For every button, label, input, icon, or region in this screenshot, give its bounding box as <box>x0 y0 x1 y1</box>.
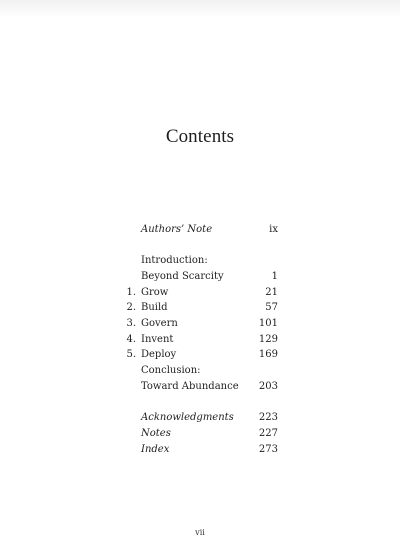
entry-title: Invent <box>141 334 174 345</box>
toc-entry-grow[interactable] <box>0 286 400 300</box>
toc-entry-notes[interactable] <box>0 427 400 441</box>
entry-page: 1 <box>271 271 278 282</box>
entry-title: Introduction: <box>141 255 208 266</box>
entry-page: 227 <box>258 428 278 439</box>
entry-page: 129 <box>258 334 278 345</box>
top-shadow <box>0 0 400 18</box>
page-title: Contents <box>165 125 235 147</box>
entry-title: Notes <box>141 428 171 439</box>
entry-page: 57 <box>265 302 278 313</box>
page-number: vii <box>195 528 205 537</box>
entry-title: Deploy <box>141 349 177 360</box>
toc-entry-acknowledgments[interactable] <box>0 411 400 425</box>
entry-page: 203 <box>258 381 278 392</box>
entry-title: Toward Abundance <box>141 381 239 392</box>
entry-page: 169 <box>258 349 278 360</box>
toc-entry-introduction-heading <box>0 254 400 268</box>
toc-entry-deploy[interactable] <box>0 348 400 362</box>
entry-number: 5. <box>126 349 136 360</box>
entry-number: 2. <box>126 302 136 313</box>
toc-entry-invent[interactable] <box>0 333 400 347</box>
toc-entry-govern[interactable] <box>0 317 400 331</box>
toc-entry-conclusion-heading <box>0 364 400 378</box>
entry-number: 4. <box>126 334 136 345</box>
entry-number: 3. <box>126 318 136 329</box>
entry-page: 21 <box>265 287 278 298</box>
entry-title: Conclusion: <box>141 365 201 376</box>
toc-entry-authors-note[interactable] <box>0 223 400 237</box>
toc-entry-build[interactable] <box>0 301 400 315</box>
toc-entry-index[interactable] <box>0 443 400 457</box>
entry-title: Govern <box>141 318 178 329</box>
entry-title: Acknowledgments <box>141 412 234 423</box>
entry-page: 101 <box>258 318 278 329</box>
entry-title: Index <box>141 444 170 455</box>
entry-page: 223 <box>258 412 278 423</box>
entry-title: Beyond Scarcity <box>141 271 224 282</box>
toc-entry-beyond-scarcity[interactable] <box>0 270 400 284</box>
entry-title: Build <box>141 302 168 313</box>
entry-title: Authors’ Note <box>141 224 213 235</box>
entry-number: 1. <box>126 287 136 298</box>
entry-title: Grow <box>141 287 169 298</box>
entry-page: ix <box>269 224 278 235</box>
toc-entry-toward-abundance[interactable] <box>0 380 400 394</box>
entry-page: 273 <box>258 444 278 455</box>
